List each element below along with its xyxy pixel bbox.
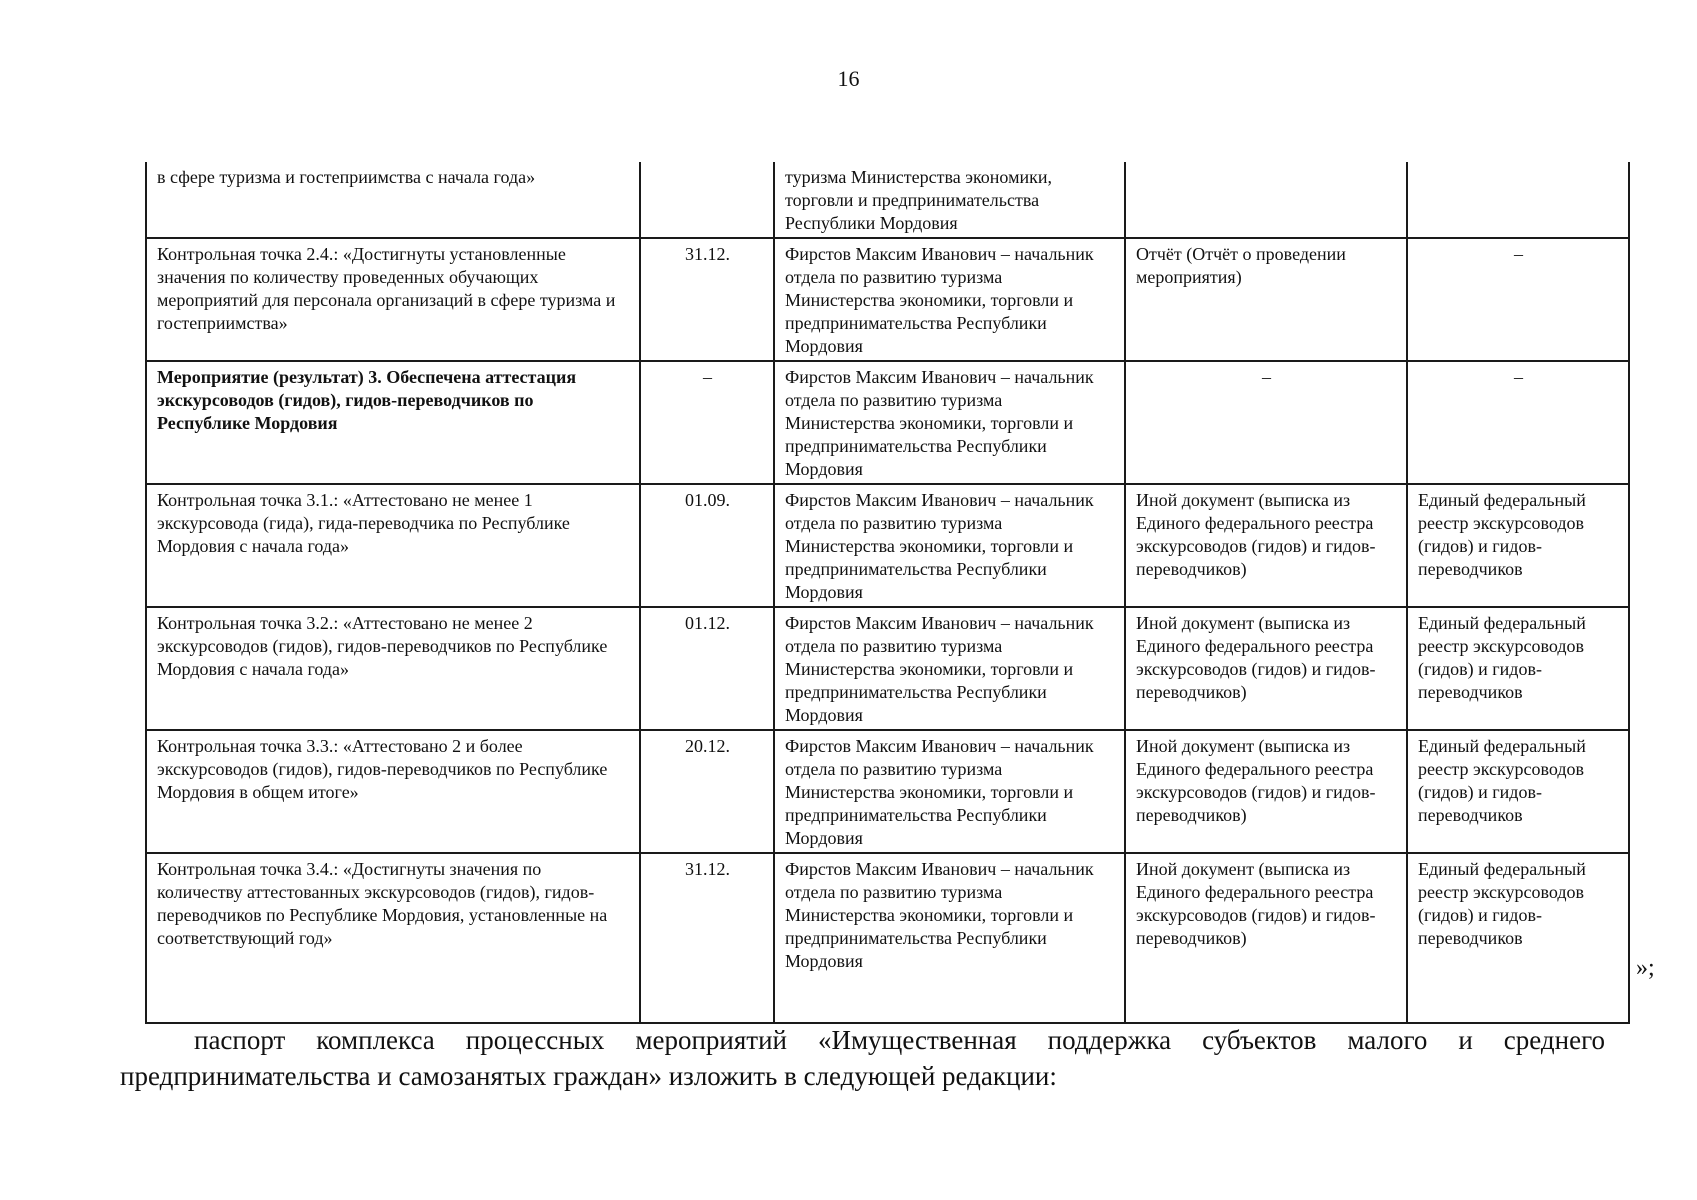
row-name: Контрольная точка 3.1.: «Аттестовано не менее 1 экскурсовода (гида), гида-переводчика по Республике Мордовия с начала года» (157, 490, 570, 556)
row-system: Единый федеральный реестр экскурсоводов (гидов) и гидов-переводчиков (1418, 490, 1586, 579)
row-responsible-cell (774, 607, 1125, 730)
row-date: 31.12. (685, 859, 730, 879)
row-responsible-cell (774, 484, 1125, 607)
row-document: Иной документ (выписка из Единого федерального реестра экскурсоводов (гидов) и гидов-переводчиков) (1136, 736, 1376, 825)
row-responsible: Фирстов Максим Иванович – начальник отдела по развитию туризма Министерства экономики, торговли и предпринимательства Республики Мордовия (785, 859, 1094, 971)
row-date-cell (640, 162, 774, 238)
row-date-cell (640, 361, 774, 484)
row-responsible: Фирстов Максим Иванович – начальник отдела по развитию туризма Министерства экономики, торговли и предпринимательства Республики Мордовия (785, 244, 1094, 356)
table-row (146, 162, 1629, 238)
row-system: Единый федеральный реестр экскурсоводов (гидов) и гидов-переводчиков (1418, 613, 1586, 702)
row-system-cell (1407, 607, 1629, 730)
row-responsible: Фирстов Максим Иванович – начальник отдела по развитию туризма Министерства экономики, торговли и предпринимательства Республики Мордовия (785, 736, 1094, 848)
row-responsible-cell (774, 162, 1125, 238)
row-responsible: туризма Министерства экономики, торговли и предпринимательства Республики Мордовия (785, 167, 1052, 233)
row-document: – (1262, 367, 1271, 387)
row-date-cell (640, 238, 774, 361)
row-responsible-cell (774, 853, 1125, 1023)
row-name: Контрольная точка 2.4.: «Достигнуты установленные значения по количеству проведенных обучающих мероприятий для персонала организаций в сфере туризма и гостеприимства» (157, 244, 616, 333)
row-document-cell (1125, 853, 1407, 1023)
row-responsible: Фирстов Максим Иванович – начальник отдела по развитию туризма Министерства экономики, торговли и предпринимательства Республики Мордовия (785, 490, 1094, 602)
row-date-cell (640, 484, 774, 607)
body-paragraph: паспорт комплекса процессных мероприятий «Имущественная поддержка субъектов малого и среднего предпринимательства и самозанятых граждан» изложить в следующей редакции: (120, 1025, 1605, 1091)
closing-quote-mark: »; (1636, 955, 1655, 981)
row-name-cell (146, 607, 640, 730)
row-name: Мероприятие (результат) 3. Обеспечена аттестация экскурсоводов (гидов), гидов-переводчиков по Республике Мордовия (157, 367, 577, 433)
row-document: Отчёт (Отчёт о проведении мероприятия) (1136, 244, 1346, 287)
table-row (146, 607, 1629, 730)
row-system-cell (1407, 361, 1629, 484)
row-document: Иной документ (выписка из Единого федерального реестра экскурсоводов (гидов) и гидов-переводчиков) (1136, 490, 1376, 579)
row-name: Контрольная точка 3.2.: «Аттестовано не менее 2 экскурсоводов (гидов), гидов-переводчиков по Республике Мордовия с начала года» (157, 613, 608, 679)
row-system: – (1514, 244, 1523, 264)
row-name: в сфере туризма и гостеприимства с начала года» (157, 167, 536, 187)
row-document-cell (1125, 730, 1407, 853)
row-system-cell (1407, 238, 1629, 361)
row-system-cell (1407, 162, 1629, 238)
table-row (146, 238, 1629, 361)
row-date-cell (640, 730, 774, 853)
row-responsible-cell (774, 238, 1125, 361)
row-system: Единый федеральный реестр экскурсоводов (гидов) и гидов-переводчиков (1418, 859, 1586, 948)
row-system-cell (1407, 484, 1629, 607)
row-name-cell (146, 361, 640, 484)
row-document-cell (1125, 361, 1407, 484)
row-date: 01.12. (685, 613, 730, 633)
row-date-cell (640, 607, 774, 730)
row-responsible-cell (774, 361, 1125, 484)
activities-table (145, 162, 1630, 1024)
row-name: Контрольная точка 3.3.: «Аттестовано 2 и более экскурсоводов (гидов), гидов-переводчиков по Республике Мордовия в общем итоге» (157, 736, 608, 802)
row-system: Единый федеральный реестр экскурсоводов (гидов) и гидов-переводчиков (1418, 736, 1586, 825)
row-name-cell (146, 162, 640, 238)
row-responsible: Фирстов Максим Иванович – начальник отдела по развитию туризма Министерства экономики, торговли и предпринимательства Республики Мордовия (785, 367, 1094, 479)
row-document-cell (1125, 607, 1407, 730)
row-name: Контрольная точка 3.4.: «Достигнуты значения по количеству аттестованных экскурсоводов (гидов), гидов-переводчиков по Республике Мордовия, установленные на соответствующий год» (157, 859, 608, 948)
row-document-cell (1125, 238, 1407, 361)
row-date: 20.12. (685, 736, 730, 756)
table-row (146, 730, 1629, 853)
table-row (146, 361, 1629, 484)
row-system-cell (1407, 853, 1629, 1023)
row-document-cell (1125, 484, 1407, 607)
row-document: Иной документ (выписка из Единого федерального реестра экскурсоводов (гидов) и гидов-переводчиков) (1136, 859, 1376, 948)
row-name-cell (146, 853, 640, 1023)
row-document-cell (1125, 162, 1407, 238)
page-number: 16 (837, 66, 860, 91)
row-name-cell (146, 238, 640, 361)
row-date: 31.12. (685, 244, 730, 264)
row-system: – (1514, 367, 1523, 387)
row-name-cell (146, 484, 640, 607)
row-name-cell (146, 730, 640, 853)
table-row (146, 484, 1629, 607)
row-date: – (703, 367, 712, 387)
row-system-cell (1407, 730, 1629, 853)
row-date-cell (640, 853, 774, 1023)
row-date: 01.09. (685, 490, 730, 510)
row-document: Иной документ (выписка из Единого федерального реестра экскурсоводов (гидов) и гидов-переводчиков) (1136, 613, 1376, 702)
table-row (146, 853, 1629, 1023)
row-responsible-cell (774, 730, 1125, 853)
row-responsible: Фирстов Максим Иванович – начальник отдела по развитию туризма Министерства экономики, торговли и предпринимательства Республики Мордовия (785, 613, 1094, 725)
